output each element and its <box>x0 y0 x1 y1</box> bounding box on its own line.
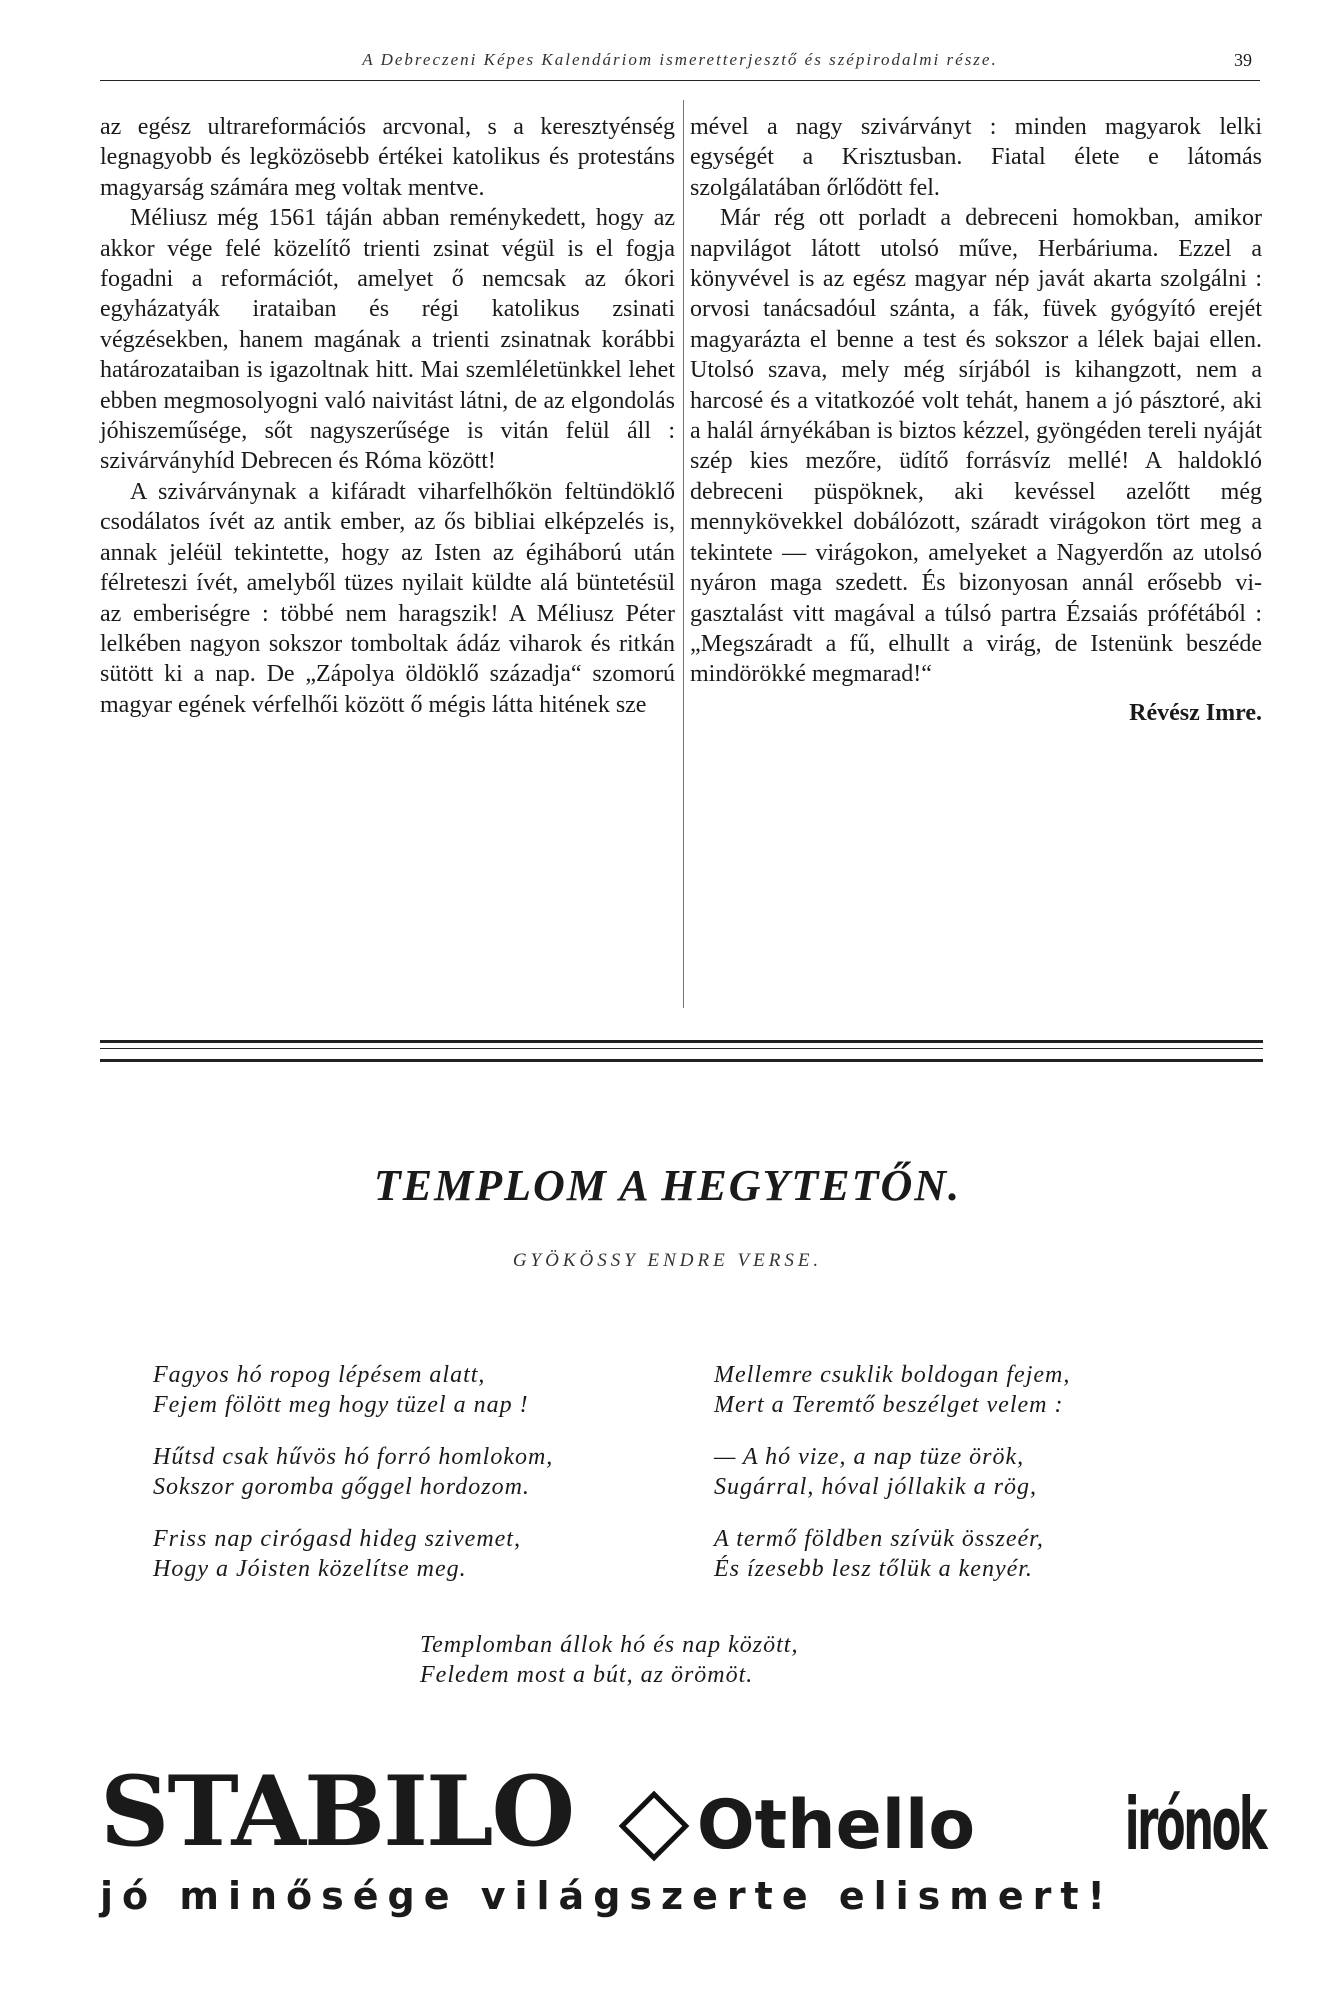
poem-stanza <box>714 1524 1044 1584</box>
poem-stanza <box>153 1360 529 1420</box>
poem-line: Mert a Teremtő beszélget velem : <box>714 1392 1064 1418</box>
poem-line: Templomban állok hó és nap között, <box>420 1632 799 1658</box>
poem-line: Hogy a Jóisten közelítse meg. <box>153 1556 467 1582</box>
poem-stanza <box>714 1442 1037 1502</box>
poem-stanza <box>153 1442 553 1502</box>
poem-stanza <box>153 1524 521 1584</box>
poem-final-stanza <box>420 1630 798 1690</box>
column-divider <box>683 100 684 1008</box>
advertisement <box>100 1740 1265 1918</box>
poem-line: Friss nap cirógasd hideg szivemet, <box>153 1526 521 1552</box>
article-right-column <box>690 112 1262 728</box>
running-title: A Debreczeni Képes Kalendáriom ismeretterjesztő és szépirodalmi része. <box>362 50 998 69</box>
paragraph: Méliusz még 1561 táján abban reménykedett, hogy az akkor vége felé közelítő trienti zsinat végül is el fogja fogadni a reformációt, amelyet ő nemcsak az ókori egyházatyák irataiban és régi katolikus zsinati végzésekben, hanem magának a trienti zsinatnak korábbi határozataiban is igazoltnak hitt. Mai szemléletünkkel lehet ebben megmosolyogni való naivitást látni, de az elgondolás jóhiszeműsége, sőt nagyszerűsége is vitán felül áll : szivárványhíd Debrecen és Róma között! <box>100 205 675 475</box>
poem-line: — A hó vize, a nap tüze örök, <box>714 1444 1025 1470</box>
poem-line: A termő földben szívük összeér, <box>714 1526 1044 1552</box>
poem-line: És ízesebb lesz tőlük a kenyér. <box>714 1556 1033 1582</box>
diamond-logo-icon <box>619 1791 690 1862</box>
page-header <box>100 44 1260 81</box>
poem-line: Mellemre csuklik boldogan fejem, <box>714 1362 1071 1388</box>
paragraph: mével a nagy szivárványt : minden magyarok lelki egységét a Krisztusban. Fiatal élete e látomás szolgálatában őrlődött fel. <box>690 114 1262 201</box>
brand-othello-text: Othello <box>696 1786 976 1865</box>
poem-line: Fagyos hó ropog lépésem alatt, <box>153 1362 486 1388</box>
poem-line: Hűtsd csak hűvös hó forró homlokom, <box>153 1444 554 1470</box>
section-divider <box>100 1040 1263 1062</box>
brand-othello <box>629 1786 976 1865</box>
poem-line: Sugárral, hóval jóllakik a rög, <box>714 1474 1037 1500</box>
paragraph: Már rég ott porladt a debreceni homokban, amikor napvilágot látott utolsó műve, Herbáriuma. Ezzel a könyvével is az egész magyar nép javát akarta szolgálni : orvosi tanácsadóul szánta, a fák, füvek gyógyító erejét magyarázta el benne a test és sokszor a lélek bajai ellen. Utolsó szava, mely még sírjából is kihangzott, nem a harcosé és a vitatkozóé volt tehát, hanem a jó pásztoré, aki a halál árnyékában is biztos kézzel, gyöngéden tereli nyáját szép kies mezőre, üdítő forrásvíz mellé! A haldokló debreceni püspöknek, aki kevéssel azelőtt még mennykövekkel dobálózott, száradt virágokon tört meg a tekintete — virágokon, amelyeket a Nagyerdőn az utolsó nyáron maga szedett. És bizonyosan annál erősebb vigasztalást vitt magával a túlsó partra Ézsaiás prófétából : „Megszáradt a fű, elhullt a virág, de Istenünk beszéde mindörökké megmarad!“ <box>690 205 1262 688</box>
paragraph: az egész ultrareformációs arcvonal, s a keresztyénség legnagyobb és legközösebb értékei katolikus és protestáns magyarság számára meg voltak mentve. <box>100 114 675 201</box>
page-number: 39 <box>1234 50 1252 70</box>
product-name: irónok <box>1124 1782 1265 1866</box>
poem-title: TEMPLOM A HEGYTETŐN. <box>373 1161 962 1210</box>
poem-author: GYÖKÖSSY ENDRE VERSE. <box>512 1250 823 1271</box>
poem-line: Feledem most a bút, az örömöt. <box>420 1662 754 1688</box>
paragraph: A szivárványnak a kifáradt viharfelhőkön feltündöklő csodálatos ívét az antik ember, az ős bibliai elképzelés is, annak jeléül tekintette, hogy az Isten az égiháború után félreteszi ívét, amelyből tüzes nyilait küldte alá büntetésül az emberiségre : többé nem haragszik! A Méliusz Péter lelkében nagyon sokszor tomboltak ádáz viharok és ritkán sütött ki a nap. De „Zápolya öldöklő századja“ szomorú magyar egének vérfelhői között ő mégis látta hitének sze <box>100 478 675 718</box>
poem-stanza <box>714 1360 1070 1420</box>
article-left-column <box>100 112 675 720</box>
author-signature: Révész Imre. <box>1129 699 1262 726</box>
ad-slogan: jó minősége világszerte elismert! <box>100 1874 1114 1918</box>
poem-line: Fejem fölött meg hogy tüzel a nap ! <box>153 1392 529 1418</box>
poem-line: Sokszor goromba gőggel hordozom. <box>153 1474 530 1500</box>
brand-stabilo: STABILO <box>100 1755 574 1868</box>
